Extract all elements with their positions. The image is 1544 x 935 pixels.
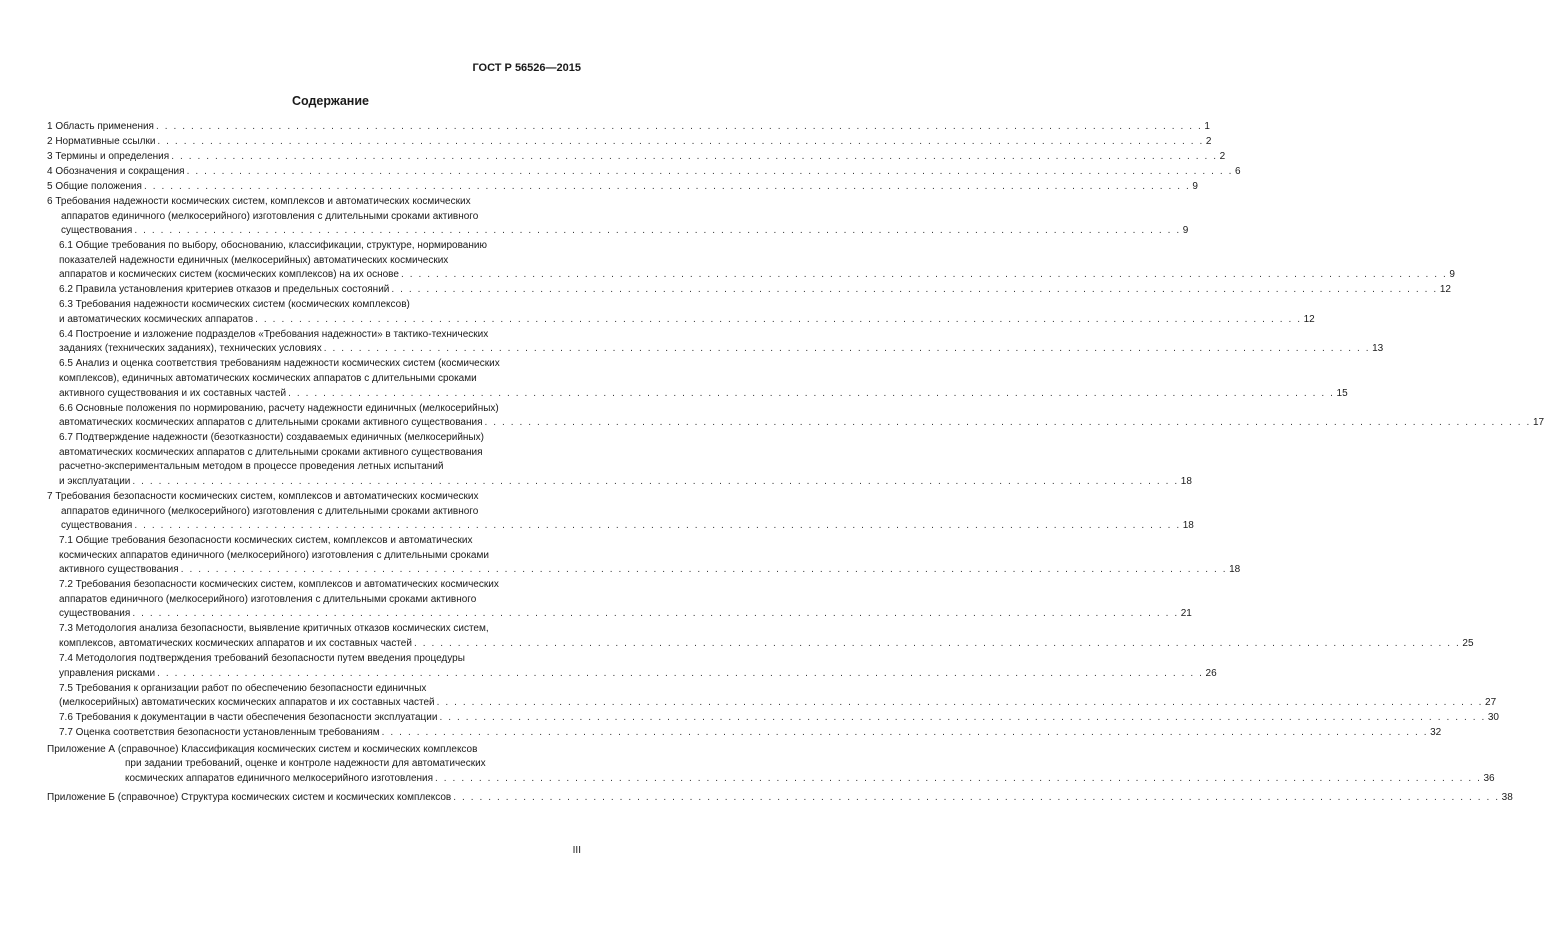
toc-entry-text: 6.2 Правила установления критериев отказов и предельных состояний — [59, 284, 390, 296]
toc-page-number: 9 — [1182, 225, 1189, 237]
toc-entry[interactable] — [47, 652, 1217, 681]
toc-entry-text: аппаратов и космических систем (космических комплексов) на их основе — [59, 269, 399, 281]
toc-entry-text: аппаратов единичного (мелкосерийного) изготовления с длительными сроками активного — [61, 210, 479, 222]
toc-page-number: 12 — [1303, 313, 1315, 325]
toc-page-number: 15 — [1336, 387, 1348, 399]
toc-page-number: 21 — [1180, 608, 1192, 620]
toc-entry-text: 6.1 Общие требования по выбору, обоснованию, классификации, структуре, нормированию — [59, 240, 487, 252]
page-title: Содержание — [291, 94, 369, 108]
dot-leader: . . . . . . . . . . . . . . . . . . . . . . . . . . . . . . . . . . . . . . . . . . . . . . . . . . . . . . . . . . . . . . . . . . . . . . . . . . . . . . . . . . . . . . . . . . . . . . . . . . . . . . . . . . . . . . . . . . . . . . . . — [439, 712, 1486, 724]
toc-page-number: 30 — [1487, 712, 1499, 724]
dot-leader: . . . . . . . . . . . . . . . . . . . . . . . . . . . . . . . . . . . . . . . . . . . . . . . . . . . . . . . . . . . . . . . . . . . . . . . . . . . . . . . . . . . . . . . . . . . . . . . . . . . . . . . . . . . . . . . . . . . . . . . . — [155, 121, 1203, 132]
toc-entry-text: существования — [61, 520, 133, 532]
toc-page-number: 2 — [1219, 150, 1226, 162]
toc-entry-text: управления рисками — [59, 667, 156, 679]
toc-entry-text: 6.4 Построение и изложение подразделов «Требования надежности» в тактико-технических — [59, 328, 489, 340]
toc-page-number: 38 — [1501, 791, 1513, 803]
document-standard-number: ГОСТ Р 56526—2015 — [472, 62, 581, 74]
toc-entry-text: 7.7 Оценка соответствия безопасности установленным требованиям — [59, 727, 380, 739]
toc-entry[interactable] — [47, 195, 1189, 239]
toc-entry-text: 4 Обозначения и сокращения — [47, 165, 185, 177]
toc-entry-text: автоматических космических аппаратов с длительными сроками активного существования — [59, 417, 483, 429]
toc-page-number: 9 — [1192, 180, 1198, 192]
dot-leader: . . . . . . . . . . . . . . . . . . . . . . . . . . . . . . . . . . . . . . . . . . . . . . . . . . . . . . . . . . . . . . . . . . . . . . . . . . . . . . . . . . . . . . . . . . . . . . . . . . . . . . . . . . . . . . . . . . . . . . . . — [400, 269, 1448, 281]
page-number: III — [572, 845, 581, 856]
toc-entry-text: 6.5 Анализ и оценка соответствия требованиям надежности космических систем (космических — [59, 358, 500, 370]
toc-entry[interactable] — [47, 150, 1226, 165]
toc-page-number: 25 — [1462, 638, 1474, 650]
toc-entry[interactable] — [47, 711, 1499, 726]
toc-entry[interactable] — [47, 726, 1442, 741]
toc-entry-text: автоматических космических аппаратов с длительными сроками активного существования — [59, 446, 483, 458]
toc-entry[interactable] — [47, 283, 1451, 298]
dot-leader: . . . . . . . . . . . . . . . . . . . . . . . . . . . . . . . . . . . . . . . . . . . . . . . . . . . . . . . . . . . . . . . . . . . . . . . . . . . . . . . . . . . . . . . . . . . . . . . . . . . . . . . . . . . . . . . . . . . . . . . . — [132, 608, 1179, 620]
toc-entry-text: 1 Область применения — [47, 121, 154, 132]
toc-page-number: 18 — [1182, 520, 1194, 532]
toc-page-number: 13 — [1372, 343, 1384, 355]
toc-entry[interactable] — [47, 328, 1384, 357]
toc-entry-text: 6.7 Подтверждение надежности (безотказности) создаваемых единичных (мелкосерийных) — [59, 432, 484, 444]
dot-leader: . . . . . . . . . . . . . . . . . . . . . . . . . . . . . . . . . . . . . . . . . . . . . . . . . . . . . . . . . . . . . . . . . . . . . . . . . . . . . . . . . . . . . . . . . . . . . . . . . . . . . . . . . . . . . . . . . . . . . . . . — [391, 284, 1438, 296]
dot-leader: . . . . . . . . . . . . . . . . . . . . . . . . . . . . . . . . . . . . . . . . . . . . . . . . . . . . . . . . . . . . . . . . . . . . . . . . . . . . . . . . . . . . . . . . . . . . . . . . . . . . . . . . . . . . . . . . . . . . . . . . — [413, 638, 1461, 650]
toc-page-number: 18 — [1229, 564, 1241, 576]
toc-page-number: 9 — [1449, 269, 1455, 281]
toc-entry[interactable] — [47, 791, 1513, 806]
dot-leader: . . . . . . . . . . . . . . . . . . . . . . . . . . . . . . . . . . . . . . . . . . . . . . . . . . . . . . . . . . . . . . . . . . . . . . . . . . . . . . . . . . . . . . . . . . . . . . . . . . . . . . . . . . . . . . . . . . . . . . . . — [134, 225, 1181, 237]
toc-page-number: 1 — [1204, 121, 1210, 132]
dot-leader: . . . . . . . . . . . . . . . . . . . . . . . . . . . . . . . . . . . . . . . . . . . . . . . . . . . . . . . . . . . . . . . . . . . . . . . . . . . . . . . . . . . . . . . . . . . . . . . . . . . . . . . . . . . . . . . . . . . . . . . . — [171, 150, 1218, 162]
toc-entry-text: 7.4 Методология подтверждения требований безопасности путем введения процедуры — [59, 653, 465, 665]
toc-entry[interactable] — [47, 431, 1192, 489]
toc-entry[interactable] — [47, 298, 1315, 327]
dot-leader: . . . . . . . . . . . . . . . . . . . . . . . . . . . . . . . . . . . . . . . . . . . . . . . . . . . . . . . . . . . . . . . . . . . . . . . . . . . . . . . . . . . . . . . . . . . . . . . . . . . . . . . . . . . . . . . . . . . . . . . . — [157, 667, 1204, 679]
toc-entry-text: показателей надежности единичных (мелкосерийных) автоматических космических — [59, 254, 449, 266]
toc-entry-text: аппаратов единичного (мелкосерийного) изготовления с длительными сроками активного — [61, 505, 479, 517]
toc-entry-text: 7.1 Общие требования безопасности космических систем, комплексов и автоматических — [59, 535, 473, 547]
toc-entry-text: 6.3 Требования надежности космических систем (космических комплексов) — [59, 299, 410, 311]
toc-entry[interactable] — [47, 743, 1495, 787]
toc-entry[interactable] — [47, 622, 1474, 651]
dot-leader: . . . . . . . . . . . . . . . . . . . . . . . . . . . . . . . . . . . . . . . . . . . . . . . . . . . . . . . . . . . . . . . . . . . . . . . . . . . . . . . . . . . . . . . . . . . . . . . . . . . . . . . . . . . . . . . . . . . . . . . . — [134, 520, 1181, 532]
toc-entry[interactable] — [47, 578, 1192, 622]
toc-entry-text: комплексов), единичных автоматических космических аппаратов с длительными сроками — [59, 373, 477, 384]
toc-entry-text: космических аппаратов единичного мелкосерийного изготовления — [125, 772, 434, 784]
toc-page-number: 18 — [1180, 475, 1192, 487]
toc-entry-text: существования — [59, 608, 131, 620]
toc-entry[interactable] — [47, 180, 1198, 195]
toc-entry-text: и эксплуатации — [59, 475, 131, 487]
toc-entry-text: Приложение Б (справочное) Структура космических систем и космических комплексов — [47, 791, 452, 803]
toc-entry-text: при задании требований, оценке и контроле надежности для автоматических — [125, 758, 486, 770]
toc-entry[interactable] — [47, 402, 1544, 431]
toc-entry-text: космических аппаратов единичного (мелкосерийного) изготовления с длительными сроками — [59, 549, 489, 561]
toc-entry[interactable] — [47, 357, 1348, 401]
toc-entry[interactable] — [47, 490, 1194, 534]
toc-page-number: 17 — [1532, 417, 1544, 429]
toc-entry-text: 7.2 Требования безопасности космических систем, комплексов и автоматических космических — [59, 579, 499, 591]
toc-entry-text: 2 Нормативные ссылки — [47, 135, 156, 147]
toc-entry-text: 5 Общие положения — [47, 180, 142, 192]
toc-entry[interactable] — [47, 120, 1210, 135]
toc-page-number: 27 — [1485, 697, 1497, 709]
toc-page-number: 6 — [1234, 165, 1241, 177]
dot-leader: . . . . . . . . . . . . . . . . . . . . . . . . . . . . . . . . . . . . . . . . . . . . . . . . . . . . . . . . . . . . . . . . . . . . . . . . . . . . . . . . . . . . . . . . . . . . . . . . . . . . . . . . . . . . . . . . . . . . . . . . — [255, 313, 1302, 325]
toc-entry-text: 3 Термины и определения — [47, 150, 170, 162]
toc-entry-text: существования — [61, 225, 133, 237]
toc-entry-text: аппаратов единичного (мелкосерийного) изготовления с длительными сроками активного — [59, 593, 477, 605]
toc-entry-text: 7.5 Требования к организации работ по обеспечению безопасности единичных — [59, 682, 427, 694]
table-of-contents — [47, 120, 1544, 809]
toc-entry[interactable] — [47, 135, 1212, 150]
toc-entry[interactable] — [47, 534, 1241, 578]
dot-leader: . . . . . . . . . . . . . . . . . . . . . . . . . . . . . . . . . . . . . . . . . . . . . . . . . . . . . . . . . . . . . . . . . . . . . . . . . . . . . . . . . . . . . . . . . . . . . . . . . . . . . . . . . . . . . . . . . . . . . . . . — [381, 727, 1429, 739]
dot-leader: . . . . . . . . . . . . . . . . . . . . . . . . . . . . . . . . . . . . . . . . . . . . . . . . . . . . . . . . . . . . . . . . . . . . . . . . . . . . . . . . . . . . . . . . . . . . . . . . . . . . . . . . . . . . . . . . . . . . . . . . — [157, 135, 1204, 147]
toc-page-number: 36 — [1483, 772, 1495, 784]
dot-leader: . . . . . . . . . . . . . . . . . . . . . . . . . . . . . . . . . . . . . . . . . . . . . . . . . . . . . . . . . . . . . . . . . . . . . . . . . . . . . . . . . . . . . . . . . . . . . . . . . . . . . . . . . . . . . . . . . . . . . . . . — [186, 165, 1233, 177]
toc-entry-text: 7.6 Требования к документации в части обеспечения безопасности эксплуатации — [59, 712, 438, 724]
dot-leader: . . . . . . . . . . . . . . . . . . . . . . . . . . . . . . . . . . . . . . . . . . . . . . . . . . . . . . . . . . . . . . . . . . . . . . . . . . . . . . . . . . . . . . . . . . . . . . . . . . . . . . . . . . . . . . . . . . . . . . . . — [453, 791, 1500, 803]
dot-leader: . . . . . . . . . . . . . . . . . . . . . . . . . . . . . . . . . . . . . . . . . . . . . . . . . . . . . . . . . . . . . . . . . . . . . . . . . . . . . . . . . . . . . . . . . . . . . . . . . . . . . . . . . . . . . . . . . . . . . . . . — [180, 564, 1228, 576]
dot-leader: . . . . . . . . . . . . . . . . . . . . . . . . . . . . . . . . . . . . . . . . . . . . . . . . . . . . . . . . . . . . . . . . . . . . . . . . . . . . . . . . . . . . . . . . . . . . . . . . . . . . . . . . . . . . . . . . . . . . . . . . — [484, 417, 1531, 429]
toc-entry-text: Приложение А (справочное) Классификация космических систем и космических комплексов — [47, 743, 478, 755]
toc-entry-text: 7 Требования безопасности космических систем, комплексов и автоматических космических — [47, 490, 479, 502]
toc-entry-text: 7.3 Методология анализа безопасности, выявление критичных отказов космических систем, — [59, 623, 489, 635]
toc-entry-text: (мелкосерийных) автоматических космических аппаратов и их составных частей — [59, 697, 435, 709]
toc-entry-text: и автоматических космических аппаратов — [59, 313, 254, 325]
toc-page-number: 26 — [1205, 667, 1217, 679]
dot-leader: . . . . . . . . . . . . . . . . . . . . . . . . . . . . . . . . . . . . . . . . . . . . . . . . . . . . . . . . . . . . . . . . . . . . . . . . . . . . . . . . . . . . . . . . . . . . . . . . . . . . . . . . . . . . . . . . . . . . . . . . — [143, 180, 1191, 192]
dot-leader: . . . . . . . . . . . . . . . . . . . . . . . . . . . . . . . . . . . . . . . . . . . . . . . . . . . . . . . . . . . . . . . . . . . . . . . . . . . . . . . . . . . . . . . . . . . . . . . . . . . . . . . . . . . . . . . . . . . . . . . . — [436, 697, 1484, 709]
toc-entry[interactable] — [47, 165, 1241, 180]
toc-entry-text: заданиях (технических заданиях), технических условиях — [59, 343, 322, 355]
dot-leader: . . . . . . . . . . . . . . . . . . . . . . . . . . . . . . . . . . . . . . . . . . . . . . . . . . . . . . . . . . . . . . . . . . . . . . . . . . . . . . . . . . . . . . . . . . . . . . . . . . . . . . . . . . . . . . . . . . . . . . . . — [132, 475, 1179, 487]
toc-page-number: 2 — [1205, 135, 1212, 147]
toc-entry-text: 6 Требования надежности космических систем, комплексов и автоматических космических — [47, 195, 471, 207]
toc-page-number: 32 — [1430, 727, 1442, 739]
toc-entry[interactable] — [47, 239, 1455, 283]
dot-leader: . . . . . . . . . . . . . . . . . . . . . . . . . . . . . . . . . . . . . . . . . . . . . . . . . . . . . . . . . . . . . . . . . . . . . . . . . . . . . . . . . . . . . . . . . . . . . . . . . . . . . . . . . . . . . . . . . . . . . . . . — [288, 387, 1335, 399]
toc-entry-text: активного существования и их составных частей — [59, 387, 287, 399]
toc-entry-text: активного существования — [59, 564, 179, 576]
toc-entry-text: комплексов, автоматических космических аппаратов и их составных частей — [59, 638, 412, 650]
toc-entry[interactable] — [47, 682, 1497, 711]
toc-page-number: 12 — [1439, 284, 1451, 296]
toc-entry-text: 6.6 Основные положения по нормированию, расчету надежности единичных (мелкосерийных) — [59, 402, 499, 414]
dot-leader: . . . . . . . . . . . . . . . . . . . . . . . . . . . . . . . . . . . . . . . . . . . . . . . . . . . . . . . . . . . . . . . . . . . . . . . . . . . . . . . . . . . . . . . . . . . . . . . . . . . . . . . . . . . . . . . . . . . . . . . . — [323, 343, 1371, 355]
toc-entry-text: расчетно-экспериментальным методом в процессе проведения летных испытаний — [59, 461, 444, 473]
dot-leader: . . . . . . . . . . . . . . . . . . . . . . . . . . . . . . . . . . . . . . . . . . . . . . . . . . . . . . . . . . . . . . . . . . . . . . . . . . . . . . . . . . . . . . . . . . . . . . . . . . . . . . . . . . . . . . . . . . . . . . . . — [435, 772, 1482, 784]
